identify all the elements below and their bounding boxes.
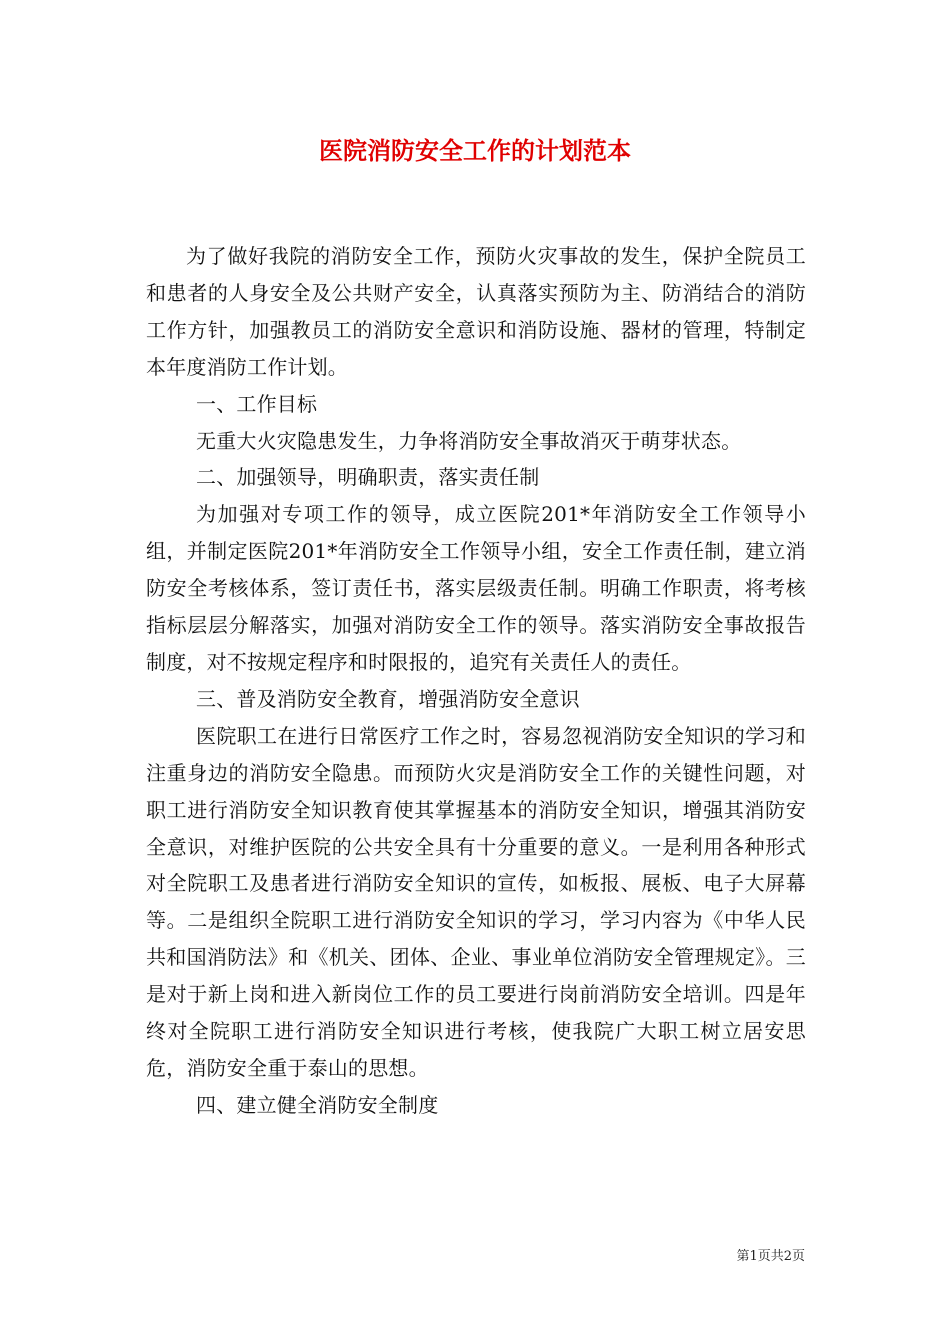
section-heading-2: 二、加强领导，明确职责，落实责任制 (196, 465, 540, 490)
section-heading-3: 三、普及消防安全教育，增强消防安全意识 (196, 686, 580, 711)
section-3-paragraph: 医院职工在进行日常医疗工作之时，容易忽视消防安全知识的学习和注重身边的消防安全隐患。而预防火灾是消防安全工作的关键性问题，对职工进行消防安全知识教育使其掌握基本的消防安全知识，增强其消防安全意识，对维护医院的公共安全具有十分重要的意义。一是利用各种形式对全院职工及患者进行消防安全知识的宣传，如板报、展板、电子大屏幕等。二是组织全院职工进行消防安全知识的学习，学习内容为《中华人民共和国消防法》和《机关、团体、企业、事业单位消防安全管理规定》。三是对于新上岗和进入新岗位工作的员工要进行岗前消防安全培训。四是年终对全院职工进行消防安全知识进行考核，使我院广大职工树立居安思危，消防安全重于泰山的思想。 (146, 723, 806, 1080)
page-title: 医院消防安全工作的计划范本 (319, 136, 631, 165)
section-2-paragraph: 为加强对专项工作的领导，成立医院201*年消防安全工作领导小组，并制定医院201*年消防安全工作领导小组，安全工作责任制，建立消防安全考核体系，签订责任书，落实层级责任制。明确工作职责，将考核指标层层分解落实，加强对消防安全工作的领导。落实消防安全事故报告制度，对不按规定程序和时限报的，追究有关责任人的责任。 (146, 502, 806, 674)
intro-paragraph: 为了做好我院的消防安全工作，预防火灾事故的发生，保护全院员工和患者的人身安全及公共财产安全，认真落实预防为主、防消结合的消防工作方针，加强教员工的消防安全意识和消防设施、器材的管理，特制定本年度消防工作计划。 (146, 244, 806, 379)
section-heading-4: 四、建立健全消防安全制度 (196, 1092, 439, 1117)
page-number-footer: 第1页共2页 (736, 1249, 805, 1264)
section-heading-1: 一、工作目标 (196, 391, 318, 416)
document-body (146, 238, 806, 1124)
section-1-paragraph: 无重大火灾隐患发生，力争将消防安全事故消灭于萌芽状态。 (196, 428, 742, 453)
